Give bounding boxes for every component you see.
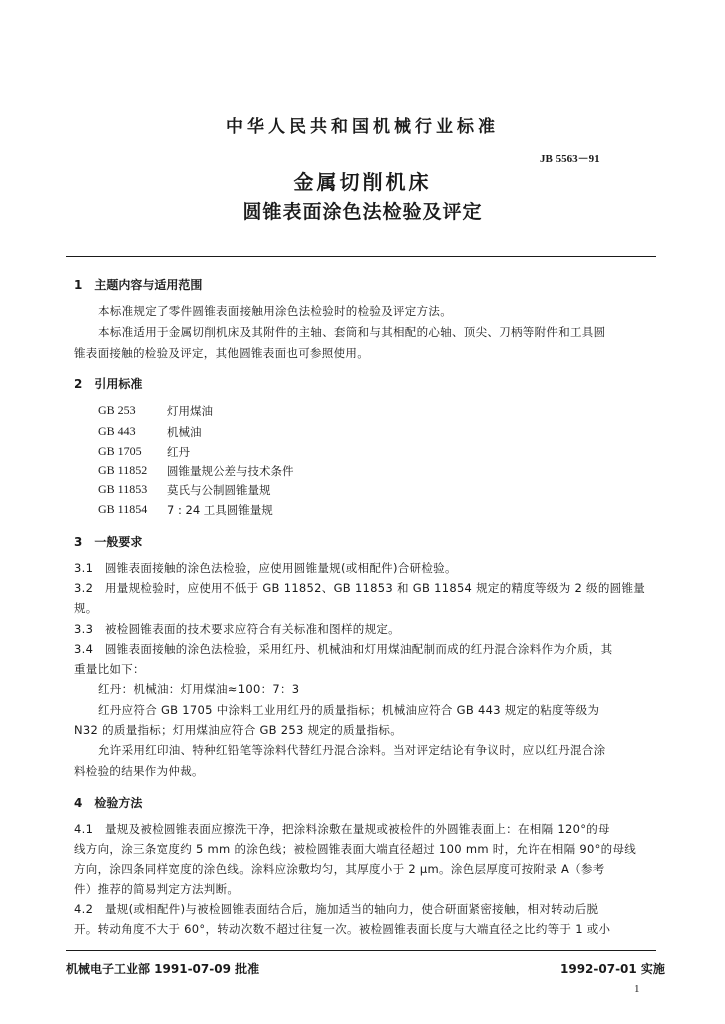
page-number: 1: [634, 983, 640, 995]
clause-4-1-line-1: 4.1 量规及被检圆锥表面应擦洗干净，把涂料涂敷在量规或被检件的外圆锥表面上：在相隔 120°的母: [74, 822, 610, 836]
ref-name: 红丹: [167, 445, 190, 459]
document-title-line1: 金属切削机床: [293, 170, 432, 194]
footer-divider: [66, 950, 656, 951]
ref-name: 7 : 24 工具圆锥量规: [167, 503, 273, 517]
quality-line-1: 红丹应符合 GB 1705 中涂料工业用红丹的质量指标；机械油应符合 GB 443 规定的粘度等级为: [98, 703, 600, 717]
clause-3-4-line-2: 重量比如下：: [74, 662, 145, 676]
clause-4-1-line-2: 线方向，涂三条宽度约 5 mm 的涂色线；被检圆锥表面大端直径超过 100 mm 时，允许在相隔 90°的母线: [74, 842, 637, 856]
ref-code: GB 1705: [98, 444, 142, 458]
effective-date: 1992-07-01 实施: [560, 962, 665, 976]
header-divider: [66, 256, 656, 257]
ref-code: GB 443: [98, 424, 136, 438]
clause-4-1-line-3: 方向，涂四条同样宽度的涂色线。涂料应涂敷均匀，其厚度小于 2 μm。涂色层厚度可按附录 A（参考: [74, 862, 605, 876]
ref-name: 机械油: [167, 425, 202, 439]
section-1-paragraph-2-line-1: 本标准适用于金属切削机床及其附件的主轴、套筒和与其相配的心轴、顶尖、刀柄等附件和工具圆: [98, 325, 606, 339]
ref-name: 圆锥量规公差与技术条件: [167, 464, 294, 478]
ref-name: 莫氏与公制圆锥量规: [167, 483, 271, 497]
section-1-paragraph-1: 本标准规定了零件圆锥表面接触用涂色法检验时的检验及评定方法。: [98, 304, 452, 318]
document-title-line2: 圆锥表面涂色法检验及评定: [242, 201, 483, 223]
clause-3-3: 3.3 被检圆锥表面的技术要求应符合有关标准和图样的规定。: [74, 622, 400, 636]
clause-3-1: 3.1 圆锥表面接触的涂色法检验，应使用圆锥量规(或相配件)合研检验。: [74, 561, 457, 575]
ref-code: GB 11852: [98, 463, 148, 477]
ref-code: GB 253: [98, 403, 136, 417]
section-2-heading: 2 引用标准: [74, 377, 143, 391]
clause-3-2-line-1: 3.2 用量规检验时，应使用不低于 GB 11852、GB 11853 和 GB 11854 规定的精度等级为 2 级的圆锥量: [74, 581, 646, 595]
ref-name: 灯用煤油: [167, 404, 213, 418]
ref-code: GB 11854: [98, 502, 148, 516]
section-1-heading: 1 主题内容与适用范围: [74, 278, 203, 292]
section-1-paragraph-2-line-2: 锥表面接触的检验及评定，其他圆锥表面也可参照使用。: [74, 346, 369, 360]
organization-title: 中华人民共和国机械行业标准: [226, 117, 499, 137]
approval-note: 机械电子工业部 1991-07-09 批准: [66, 962, 260, 976]
clause-4-1-line-4: 件）推荐的简易判定方法判断。: [74, 882, 240, 896]
allow-line-2: 料检验的结果作为仲裁。: [74, 764, 204, 778]
ref-code: GB 11853: [98, 482, 148, 496]
standard-number: JB 5563－91: [540, 153, 600, 165]
clause-4-2-line-2: 开。转动角度不大于 60°，转动次数不超过往复一次。被检圆锥表面长度与大端直径之比约等于 1 或小: [74, 922, 611, 936]
section-4-heading: 4 检验方法: [74, 796, 143, 810]
clause-3-4-line-1: 3.4 圆锥表面接触的涂色法检验，采用红丹、机械油和灯用煤油配制而成的红丹混合涂料作为介质，其: [74, 642, 613, 656]
quality-line-2: N32 的质量指标；灯用煤油应符合 GB 253 规定的质量指标。: [74, 723, 403, 737]
section-3-heading: 3 一般要求: [74, 535, 143, 549]
mixing-ratio: 红丹：机械油：灯用煤油≈100：7：3: [98, 682, 300, 696]
clause-3-2-line-2: 规。: [74, 601, 98, 615]
clause-4-2-line-1: 4.2 量规(或相配件)与被检圆锥表面结合后，施加适当的轴向力，使合研面紧密接触，相对转动后脱: [74, 902, 599, 916]
allow-line-1: 允许采用红印油、特种红铅笔等涂料代替红丹混合涂料。当对评定结论有争议时，应以红丹混合涂: [98, 743, 606, 757]
